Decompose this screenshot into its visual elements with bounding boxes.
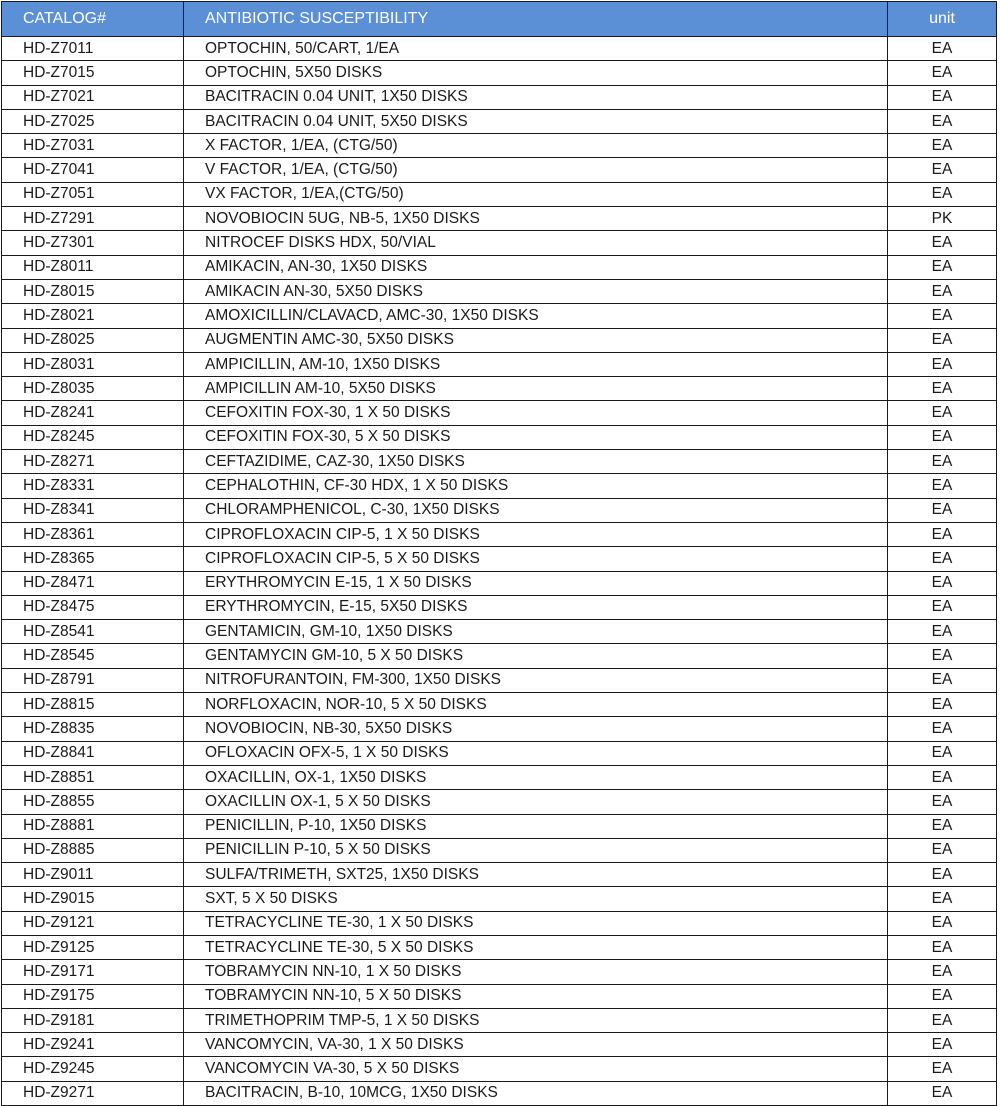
unit-cell: EA [888,401,997,425]
table-row [2,182,997,206]
table-row [2,377,997,401]
unit-cell: PK [888,207,997,231]
header-catalog: CATALOG# [2,2,184,37]
description-cell: SXT, 5 X 50 DISKS [184,887,888,911]
unit-cell: EA [888,1033,997,1057]
table-row [2,522,997,546]
description-cell: AMOXICILLIN/CLAVACD, AMC-30, 1X50 DISKS [184,304,888,328]
unit-cell: EA [888,863,997,887]
table-row [2,1057,997,1081]
table-row [2,352,997,376]
catalog-cell: HD-Z8361 [2,522,184,546]
table-row [2,644,997,668]
catalog-cell: HD-Z9121 [2,911,184,935]
description-cell: CHLORAMPHENICOL, C-30, 1X50 DISKS [184,498,888,522]
unit-cell: EA [888,984,997,1008]
catalog-cell: HD-Z7301 [2,231,184,255]
unit-cell: EA [888,741,997,765]
table-row [2,158,997,182]
unit-cell: EA [888,255,997,279]
catalog-cell: HD-Z8885 [2,838,184,862]
table-row [2,863,997,887]
table-row [2,984,997,1008]
table-row [2,911,997,935]
table-row [2,887,997,911]
catalog-cell: HD-Z7011 [2,37,184,61]
table-row [2,109,997,133]
table-row [2,960,997,984]
unit-cell: EA [888,1057,997,1081]
table-row [2,620,997,644]
description-cell: BACITRACIN 0.04 UNIT, 5X50 DISKS [184,109,888,133]
catalog-cell: HD-Z8815 [2,693,184,717]
description-cell: CEFTAZIDIME, CAZ-30, 1X50 DISKS [184,450,888,474]
catalog-cell: HD-Z7051 [2,182,184,206]
catalog-cell: HD-Z9015 [2,887,184,911]
catalog-cell: HD-Z9171 [2,960,184,984]
catalog-cell: HD-Z7291 [2,207,184,231]
description-cell: CEFOXITIN FOX-30, 1 X 50 DISKS [184,401,888,425]
catalog-cell: HD-Z8541 [2,620,184,644]
table-row [2,693,997,717]
table-row [2,328,997,352]
unit-cell: EA [888,571,997,595]
description-cell: NOVOBIOCIN 5UG, NB-5, 1X50 DISKS [184,207,888,231]
table-row [2,1081,997,1105]
unit-cell: EA [888,1081,997,1105]
header-description: ANTIBIOTIC SUSCEPTIBILITY [184,2,888,37]
catalog-cell: HD-Z8835 [2,717,184,741]
description-cell: GENTAMYCIN GM-10, 5 X 50 DISKS [184,644,888,668]
table-row [2,1008,997,1032]
description-cell: NORFLOXACIN, NOR-10, 5 X 50 DISKS [184,693,888,717]
description-cell: NITROFURANTOIN, FM-300, 1X50 DISKS [184,668,888,692]
table-row [2,571,997,595]
description-cell: ERYTHROMYCIN, E-15, 5X50 DISKS [184,595,888,619]
table-row [2,814,997,838]
unit-cell: EA [888,498,997,522]
unit-cell: EA [888,425,997,449]
catalog-cell: HD-Z8021 [2,304,184,328]
catalog-cell: HD-Z8015 [2,279,184,303]
description-cell: V FACTOR, 1/EA, (CTG/50) [184,158,888,182]
unit-cell: EA [888,158,997,182]
description-cell: OFLOXACIN OFX-5, 1 X 50 DISKS [184,741,888,765]
catalog-cell: HD-Z8245 [2,425,184,449]
catalog-cell: HD-Z9175 [2,984,184,1008]
unit-cell: EA [888,61,997,85]
unit-cell: EA [888,911,997,935]
description-cell: NOVOBIOCIN, NB-30, 5X50 DISKS [184,717,888,741]
description-cell: CIPROFLOXACIN CIP-5, 1 X 50 DISKS [184,522,888,546]
catalog-cell: HD-Z7025 [2,109,184,133]
catalog-cell: HD-Z8331 [2,474,184,498]
unit-cell: EA [888,620,997,644]
catalog-cell: HD-Z8341 [2,498,184,522]
table-row [2,207,997,231]
description-cell: TETRACYCLINE TE-30, 1 X 50 DISKS [184,911,888,935]
table-row [2,498,997,522]
header-unit: unit [888,2,997,37]
unit-cell: EA [888,328,997,352]
unit-cell: EA [888,935,997,959]
table-row [2,765,997,789]
catalog-cell: HD-Z8851 [2,765,184,789]
unit-cell: EA [888,352,997,376]
catalog-cell: HD-Z8791 [2,668,184,692]
unit-cell: EA [888,595,997,619]
unit-cell: EA [888,231,997,255]
unit-cell: EA [888,109,997,133]
description-cell: CEPHALOTHIN, CF-30 HDX, 1 X 50 DISKS [184,474,888,498]
description-cell: CEFOXITIN FOX-30, 5 X 50 DISKS [184,425,888,449]
catalog-cell: HD-Z8855 [2,790,184,814]
catalog-cell: HD-Z8025 [2,328,184,352]
description-cell: ERYTHROMYCIN E-15, 1 X 50 DISKS [184,571,888,595]
description-cell: AMPICILLIN AM-10, 5X50 DISKS [184,377,888,401]
table-row [2,37,997,61]
description-cell: PENICILLIN, P-10, 1X50 DISKS [184,814,888,838]
table-row [2,741,997,765]
catalog-cell: HD-Z7021 [2,85,184,109]
description-cell: TOBRAMYCIN NN-10, 1 X 50 DISKS [184,960,888,984]
description-cell: CIPROFLOXACIN CIP-5, 5 X 50 DISKS [184,547,888,571]
description-cell: AMPICILLIN, AM-10, 1X50 DISKS [184,352,888,376]
unit-cell: EA [888,790,997,814]
table-row [2,790,997,814]
description-cell: TRIMETHOPRIM TMP-5, 1 X 50 DISKS [184,1008,888,1032]
header-row [2,2,997,37]
description-cell: OPTOCHIN, 5X50 DISKS [184,61,888,85]
table-row [2,231,997,255]
unit-cell: EA [888,522,997,546]
antibiotic-catalog-table [1,1,997,1106]
unit-cell: EA [888,814,997,838]
description-cell: OPTOCHIN, 50/CART, 1/EA [184,37,888,61]
catalog-cell: HD-Z9241 [2,1033,184,1057]
unit-cell: EA [888,547,997,571]
table-row [2,838,997,862]
unit-cell: EA [888,693,997,717]
description-cell: PENICILLIN P-10, 5 X 50 DISKS [184,838,888,862]
table-row [2,717,997,741]
description-cell: NITROCEF DISKS HDX, 50/VIAL [184,231,888,255]
catalog-cell: HD-Z8011 [2,255,184,279]
table-row [2,1033,997,1057]
unit-cell: EA [888,377,997,401]
description-cell: GENTAMICIN, GM-10, 1X50 DISKS [184,620,888,644]
description-cell: BACITRACIN 0.04 UNIT, 1X50 DISKS [184,85,888,109]
catalog-cell: HD-Z8271 [2,450,184,474]
catalog-cell: HD-Z8545 [2,644,184,668]
unit-cell: EA [888,887,997,911]
description-cell: BACITRACIN, B-10, 10MCG, 1X50 DISKS [184,1081,888,1105]
description-cell: VX FACTOR, 1/EA,(CTG/50) [184,182,888,206]
unit-cell: EA [888,668,997,692]
catalog-cell: HD-Z8031 [2,352,184,376]
description-cell: VANCOMYCIN VA-30, 5 X 50 DISKS [184,1057,888,1081]
unit-cell: EA [888,838,997,862]
table-row [2,401,997,425]
description-cell: AUGMENTIN AMC-30, 5X50 DISKS [184,328,888,352]
catalog-cell: HD-Z8881 [2,814,184,838]
description-cell: X FACTOR, 1/EA, (CTG/50) [184,134,888,158]
catalog-cell: HD-Z8241 [2,401,184,425]
unit-cell: EA [888,1008,997,1032]
unit-cell: EA [888,85,997,109]
table-row [2,134,997,158]
table-row [2,595,997,619]
catalog-cell: HD-Z7031 [2,134,184,158]
unit-cell: EA [888,474,997,498]
unit-cell: EA [888,644,997,668]
table-row [2,668,997,692]
table-row [2,547,997,571]
description-cell: SULFA/TRIMETH, SXT25, 1X50 DISKS [184,863,888,887]
description-cell: TOBRAMYCIN NN-10, 5 X 50 DISKS [184,984,888,1008]
table-row [2,425,997,449]
description-cell: VANCOMYCIN, VA-30, 1 X 50 DISKS [184,1033,888,1057]
unit-cell: EA [888,765,997,789]
description-cell: OXACILLIN OX-1, 5 X 50 DISKS [184,790,888,814]
unit-cell: EA [888,279,997,303]
description-cell: TETRACYCLINE TE-30, 5 X 50 DISKS [184,935,888,959]
catalog-cell: HD-Z9271 [2,1081,184,1105]
table-row [2,450,997,474]
catalog-cell: HD-Z8841 [2,741,184,765]
unit-cell: EA [888,960,997,984]
table-row [2,474,997,498]
catalog-cell: HD-Z7041 [2,158,184,182]
unit-cell: EA [888,37,997,61]
unit-cell: EA [888,134,997,158]
table-row [2,304,997,328]
catalog-cell: HD-Z9011 [2,863,184,887]
catalog-cell: HD-Z8365 [2,547,184,571]
unit-cell: EA [888,450,997,474]
unit-cell: EA [888,717,997,741]
unit-cell: EA [888,182,997,206]
unit-cell: EA [888,304,997,328]
catalog-cell: HD-Z8475 [2,595,184,619]
description-cell: OXACILLIN, OX-1, 1X50 DISKS [184,765,888,789]
table-row [2,935,997,959]
catalog-cell: HD-Z9125 [2,935,184,959]
table-row [2,61,997,85]
catalog-cell: HD-Z7015 [2,61,184,85]
description-cell: AMIKACIN AN-30, 5X50 DISKS [184,279,888,303]
table-body [2,37,997,1106]
table-header [2,2,997,37]
table-row [2,279,997,303]
catalog-cell: HD-Z8035 [2,377,184,401]
table-row [2,255,997,279]
catalog-cell: HD-Z9245 [2,1057,184,1081]
catalog-cell: HD-Z9181 [2,1008,184,1032]
description-cell: AMIKACIN, AN-30, 1X50 DISKS [184,255,888,279]
catalog-cell: HD-Z8471 [2,571,184,595]
table-row [2,85,997,109]
